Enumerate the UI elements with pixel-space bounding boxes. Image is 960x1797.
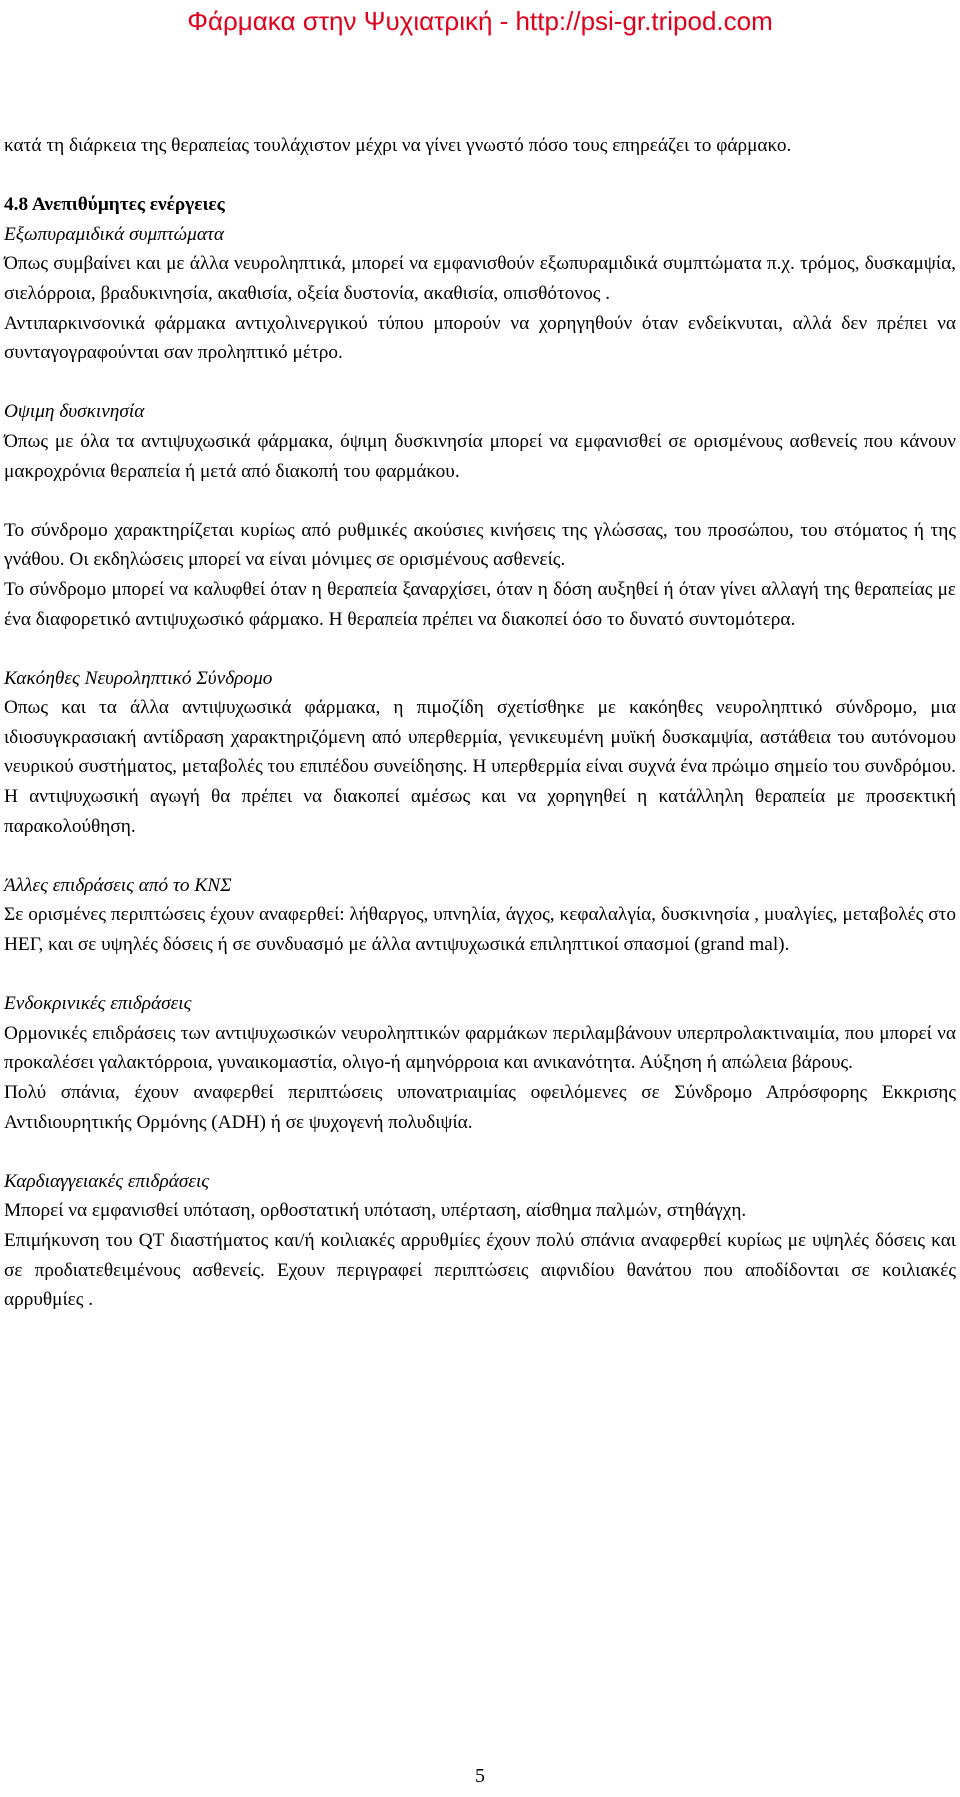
paragraph: Αντιπαρκινσονικά φάρμακα αντιχολινεργικού τύπου μπορούν να χορηγηθούν όταν ενδείκνυται, αλλά δεν πρέπει να συνταγογραφούνται σαν προληπτικό μέτρο. [4,312,956,364]
paragraph: Το σύνδρομο μπορεί να καλυφθεί όταν η θεραπεία ξαναρχίσει, όταν η δόση αυξηθεί ή όταν γίνει αλλαγή της θεραπείας με ένα διαφορετικό αντιψυχωσικό φάρμακο. Η θεραπεία πρέπει να διακοπεί όσο το δυνατό συντομότερα. [4,578,956,630]
paragraph: Όπως συμβαίνει και με άλλα νευροληπτικά, μπορεί να εμφανισθούν εξωπυραμιδικά συμπτώματα π.χ. τρόμος, δυσκαμψία, σιελόρροια, βραδυκινησία, ακαθισία, οξεία δυστονία, ακαθισία, οπισθότονος . [4,253,956,304]
paragraph: κατά τη διάρκεια της θεραπείας τουλάχιστον μέχρι να γίνει γνωστό πόσο τους επηρεάζει το φάρμακο. [4,135,792,156]
subheading-cns: Άλλες επιδράσεις από το ΚΝΣ [4,874,232,896]
paragraph-gap [4,634,956,664]
paragraph: Σε ορισμένες περιπτώσεις έχουν αναφερθεί: λήθαργος, υπνηλία, άγχος, κεφαλαλγία, δυσκινησία , μυαλγίες, μεταβολές στο ΗΕΓ, και σε υψηλές δόσεις ή σε συνδυασμό με άλλα αντιψυχωσικά επιληπτικοί σπασμοί (grand mal). [4,904,956,956]
subheading-nms: Κακόηθες Νευροληπτικό Σύνδρομο [4,667,273,689]
paragraph-gap [4,1137,956,1167]
paragraph: Επιμήκυνση του QT διαστήματος και/ή κοιλιακές αρρυθμίες έχουν πολύ σπάνια αναφερθεί κυρίως με υψηλές δόσεις και σε προδιατεθειμένους ασθενείς. Εχουν περιγραφεί περιπτώσεις αιφνιδίου θανάτου που αποδίδονται σε κοιλιακές αρρυθμίες . [4,1229,956,1311]
page-header-title: Φάρμακα στην Ψυχιατρική - http://psi-gr.tripod.com [187,6,773,36]
document-body [4,131,956,1315]
subheading-endocrine: Ενδοκρινικές επιδράσεις [4,993,192,1015]
paragraph-gap [4,161,956,191]
page-number: 5 [475,1765,485,1787]
paragraph-gap [4,486,956,516]
paragraph: Ορμονικές επιδράσεις των αντιψυχωσικών νευροληπτικών φαρμάκων περιλαμβάνουν υπερπρολακτιναιμία, που μπορεί να προκαλέσει γαλακτόρροια, γυναικομαστία, ολιγο-ή αμηνόρροια και ανικανότητα. Αύξηση ή απώλεια βάρους. [4,1022,956,1074]
paragraph: Μπορεί να εμφανισθεί υπόταση, ορθοστατική υπόταση, υπέρταση, αίσθημα παλμών, στηθάγχη. [4,1200,747,1222]
paragraph-gap [4,841,956,871]
paragraph-gap [4,368,956,398]
paragraph: Όπως με όλα τα αντιψυχωσικά φάρμακα, όψιμη δυσκινησία μπορεί να εμφανισθεί σε ορισμένους ασθενείς που κάνουν μακροχρόνια θεραπεία ή μετά από διακοπή του φαρμάκου. [4,430,956,482]
subheading-cardiovascular: Καρδιαγγειακές επιδράσεις [4,1170,210,1192]
paragraph: Πολύ σπάνια, έχουν αναφερθεί περιπτώσεις υπονατριαιμίας οφειλόμενες σε Σύνδρομο Απρόσφορης Εκκρισης Αντιδιουρητικής Ορμόνης (ADH) ή σε ψυχογενή πολυδιψία. [4,1082,956,1133]
paragraph: Το σύνδρομο χαρακτηρίζεται κυρίως από ρυθμικές ακούσιες κινήσεις της γλώσσας, του προσώπου, του στόματος ή της γνάθου. Οι εκδηλώσεις μπορεί να είναι μόνιμες σε ορισμένους ασθενείς. [4,519,956,571]
paragraph-gap [4,960,956,990]
paragraph: Οπως και τα άλλα αντιψυχωσικά φάρμακα, η πιμοζίδη σχετίσθηκε με κακόηθες νευροληπτικό σύνδρομο, μια ιδιοσυγκρασιακή αντίδραση χαρακτηριζόμενη από υπερθερμία, γενικευμένη μυϊκή δυσκαμψία, αστάθεια του αυτόνομου νευρικού συστήματος, μεταβολές του επιπέδου συνείδησης. Η υπερθερμία είναι συχνά ένα πρώιμο σημείο του συνδρόμου. Η αντιψυχωσική αγωγή θα πρέπει να διακοπεί αμέσως και να χορηγηθεί η κατάλληλη θεραπεία με προσεκτική παρακολούθηση. [4,697,956,837]
subheading-extrapyramidal: Εξωπυραμιδικά συμπτώματα [4,223,224,245]
subheading-tardive-dyskinesia: Οψιμη δυσκινησία [4,401,145,423]
section-heading: 4.8 Ανεπιθύμητες ενέργειες [4,194,225,216]
